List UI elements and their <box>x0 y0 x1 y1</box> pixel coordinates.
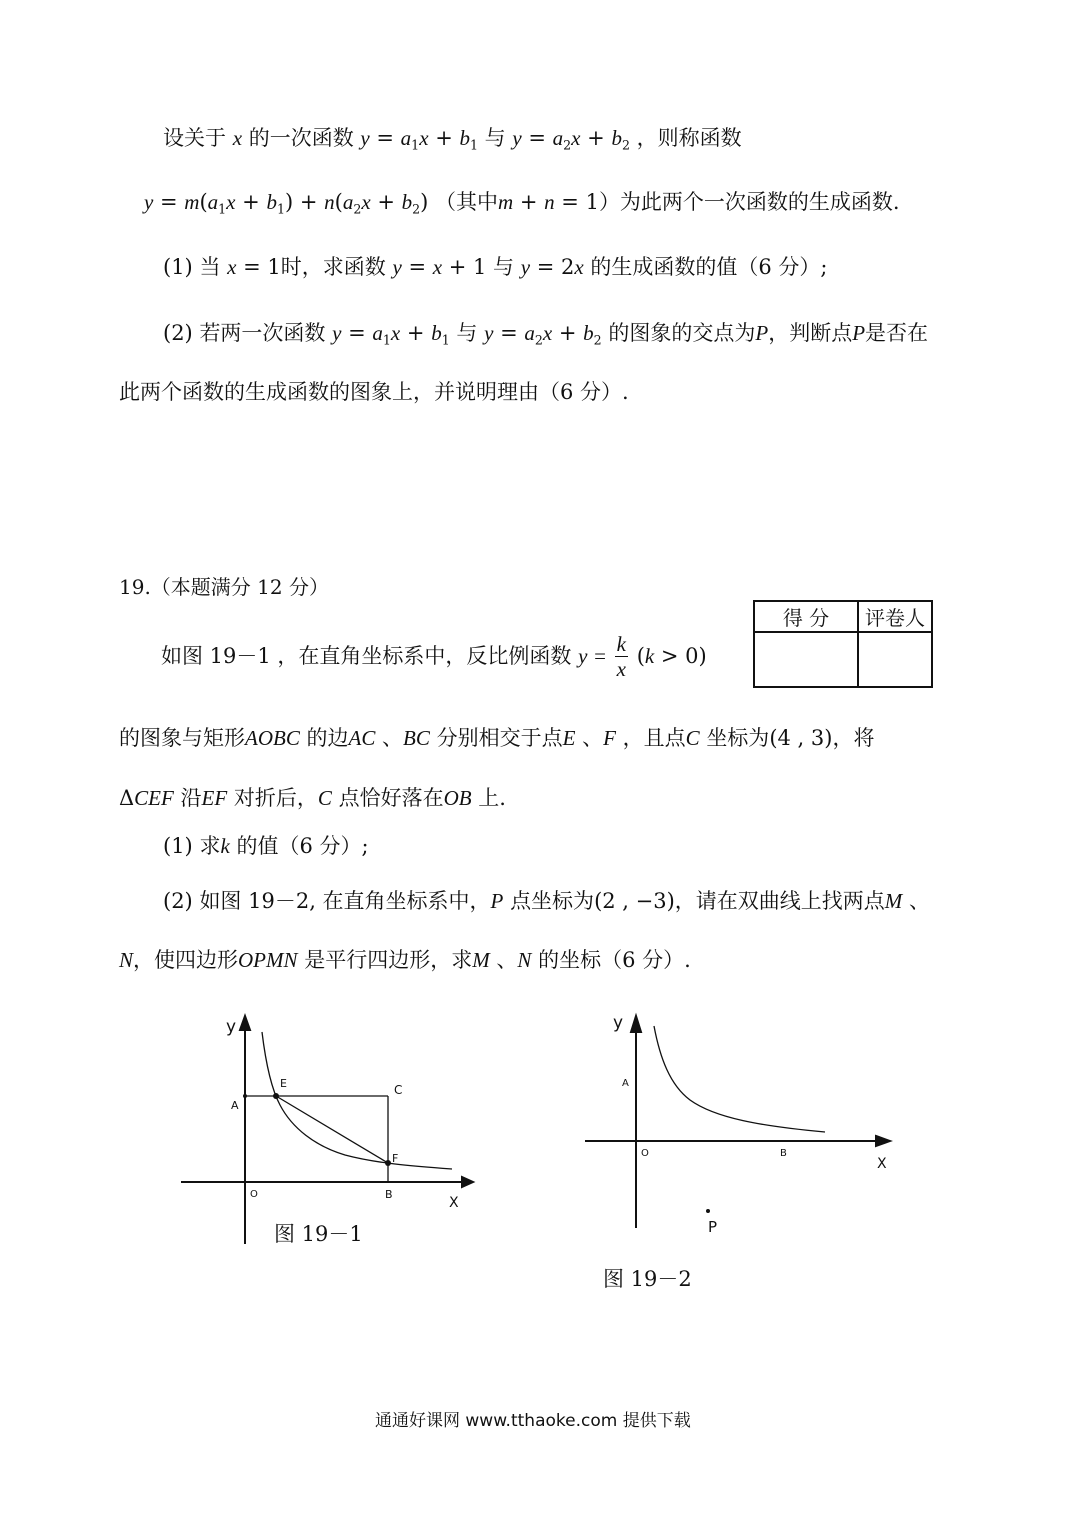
label-A: A <box>622 1078 629 1089</box>
point-P <box>706 1209 710 1213</box>
p19-question-2: (2) 如图 19－2, 在直角坐标系中，P 点坐标为(2 , −3)，请在双曲线上找两点M 、 <box>163 889 930 913</box>
label-A: A <box>231 1099 239 1112</box>
label-O: O <box>250 1189 258 1200</box>
label-y: y <box>226 1017 237 1037</box>
p18-question-2-cont: 此两个函数的生成函数的图象上，并说明理由（6 分）. <box>119 380 629 404</box>
x-axis-arrow-icon <box>876 1136 890 1146</box>
p19-line-3: ΔCEF 沿EF 对折后，C 点恰好落在OB 上. <box>119 786 506 810</box>
p18-line-2: $y = m(a_1x + b_1) + n(a_2x + b_2)$ （其中m + n = 1）为此两个一次函数的生成函数. <box>144 190 900 217</box>
figure-19-1-caption: 图 19－1 <box>274 1222 363 1246</box>
p18-question-2: (2) 若两一次函数 $y = a_1x + b_1$ 与 $y = a_2x + b_2$ 的图象的交点为P，判断点P是否在 <box>163 321 929 348</box>
p19-question-2-cont: N，使四边形OPMN 是平行四边形，求M 、N 的坐标（6 分）. <box>119 948 691 972</box>
hyperbola-curve <box>654 1026 825 1132</box>
figure-19-2-caption: 图 19－2 <box>603 1267 692 1291</box>
label-P: P <box>708 1218 718 1236</box>
label-E: E <box>280 1077 287 1090</box>
label-B: B <box>780 1148 787 1159</box>
label-x: X <box>449 1195 459 1211</box>
p19-line-1: 如图 19－1 ，在直角坐标系中，反比例函数 y = $\frac{k}{x}$ (k > 0) <box>161 632 707 682</box>
label-F: F <box>392 1152 399 1165</box>
label-B: B <box>385 1188 393 1201</box>
score-label: 得 分 <box>754 601 858 632</box>
p18-question-1: (1) 当 x = 1时，求函数 y = x + 1 与 y = 2x 的生成函数的值（6 分）; <box>163 255 828 279</box>
p19-header: 19.（本题满分 12 分） <box>119 575 329 599</box>
y-axis-arrow-icon <box>631 1016 641 1032</box>
footer-download-text: 通通好课网 www.tthaoke.com 提供下载 <box>375 1411 691 1431</box>
label-C: C <box>394 1083 403 1097</box>
grader-label: 评卷人 <box>858 601 932 632</box>
p18-line-1: 设关于 x 的一次函数 $y = a_1x + b_1$ 与 $y = a_2x + b_2$ ，则称函数 <box>163 126 742 153</box>
label-O: O <box>641 1148 649 1159</box>
p19-line-2: 的图象与矩形AOBC 的边AC 、BC 分别相交于点E 、F ，且点C 坐标为(4 , 3)，将 <box>119 726 875 750</box>
label-y: y <box>613 1013 624 1033</box>
p19-question-1: (1) 求k 的值（6 分）; <box>163 834 369 858</box>
label-x: X <box>877 1156 887 1172</box>
